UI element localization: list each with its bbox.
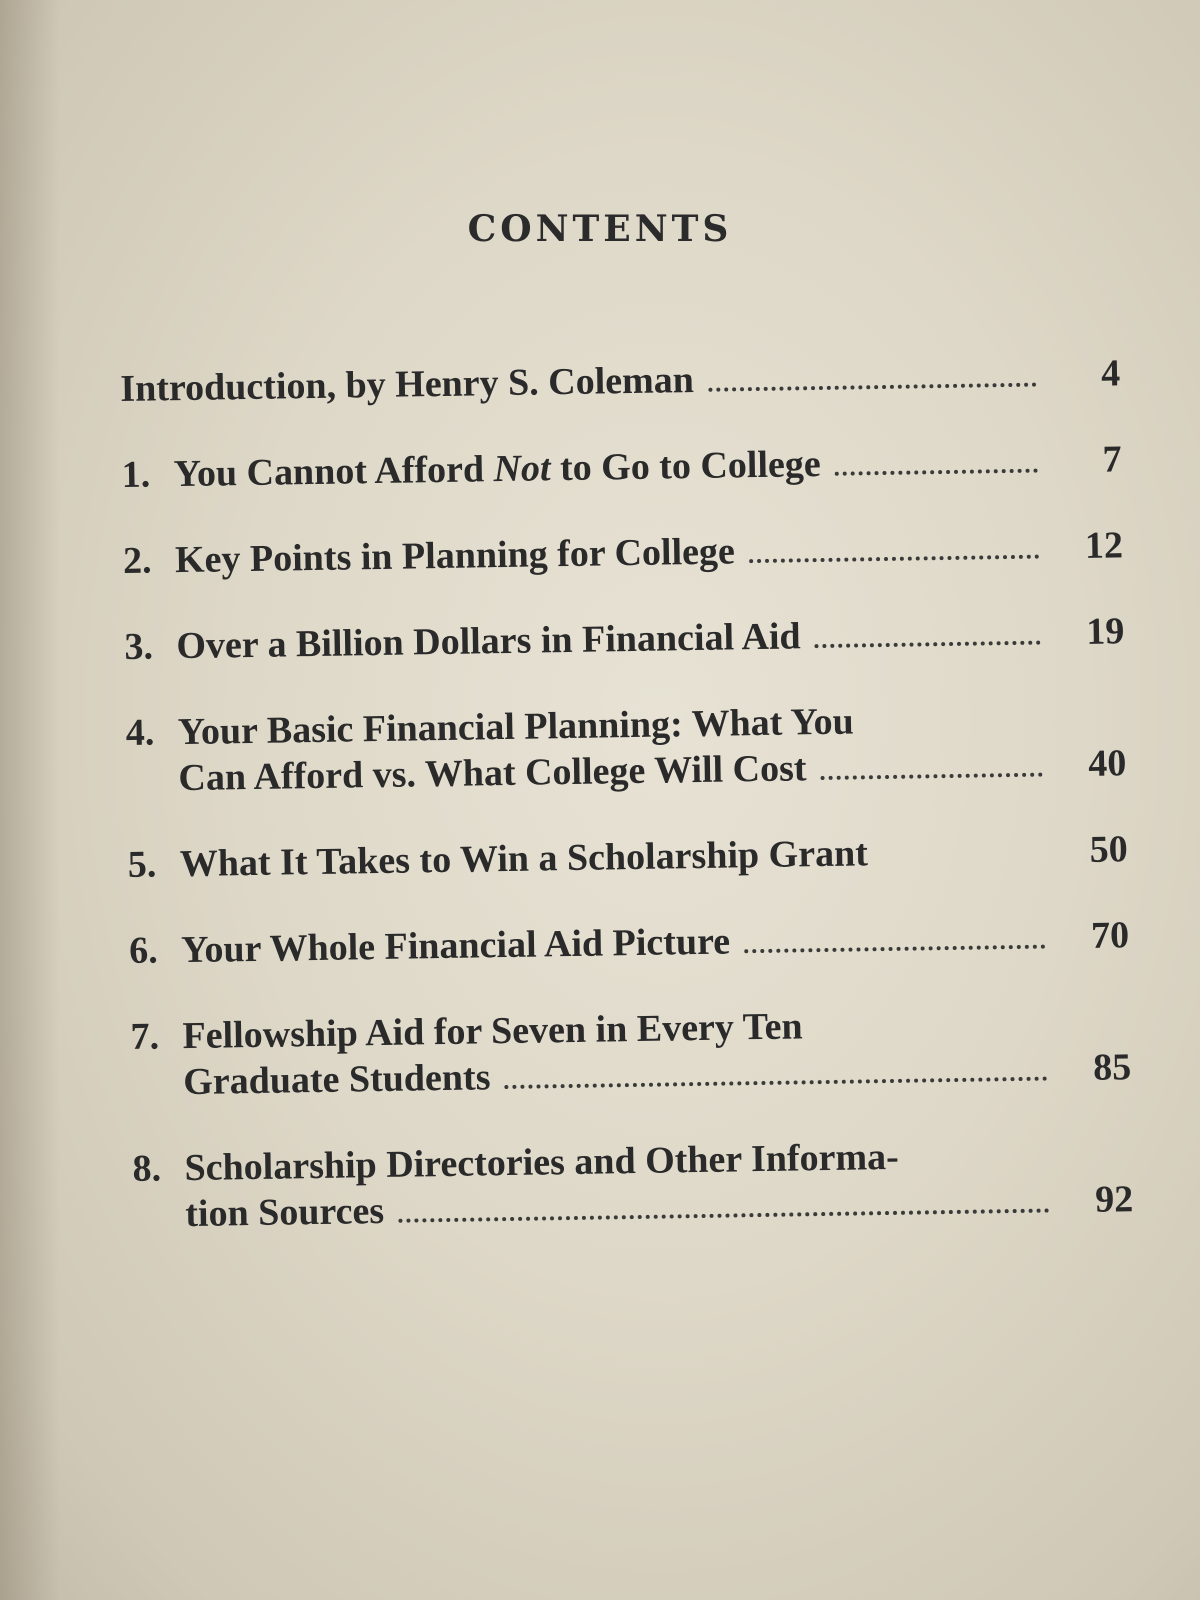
toc-entry-chapter-7	[130, 998, 1131, 1106]
toc-entry-number: 1.	[121, 453, 151, 496]
toc-entry-page: 92	[1094, 1178, 1134, 1221]
toc-entry-page: 50	[1089, 828, 1129, 871]
toc-entry-title: Introduction, by Henry S. Coleman	[120, 358, 695, 410]
toc-entry-number: 5.	[127, 843, 157, 886]
toc-entry-title: What It Takes to Win a Scholarship Grant	[179, 832, 869, 886]
toc-entry-title: Over a Billion Dollars in Financial Aid	[176, 615, 801, 668]
dot-leader	[835, 469, 1038, 476]
toc-entry-title: You Cannot Afford Not to Go to College	[173, 443, 822, 496]
toc-entry-title-line-1: Your Basic Financial Planning: What You	[177, 700, 855, 754]
toc-entry-title: Your Whole Financial Aid Picture	[180, 920, 731, 972]
toc-entry-chapter-8	[132, 1130, 1133, 1238]
toc-entry-chapter-6	[129, 912, 1130, 974]
toc-entry-page: 40	[1088, 742, 1127, 785]
toc-entry-chapter-4	[125, 694, 1126, 802]
contents-heading: CONTENTS	[467, 208, 733, 250]
toc-entry-number: 3.	[124, 625, 154, 668]
toc-entry-chapter-1	[121, 436, 1122, 498]
toc-entry-introduction	[120, 350, 1121, 412]
toc-entry-number: 4.	[125, 711, 155, 754]
toc-entry-number: 8.	[132, 1147, 162, 1190]
toc-entry-title-line-2: Can Afford vs. What College Will Cost	[178, 747, 807, 800]
toc-entry-chapter-5	[127, 826, 1128, 888]
toc-entry-page: 4	[1100, 352, 1121, 395]
dot-leader	[505, 1077, 1048, 1090]
toc-entry-chapter-2	[123, 522, 1124, 584]
table-of-contents	[120, 350, 1134, 1278]
dot-leader	[708, 383, 1036, 392]
toc-entry-chapter-3	[124, 608, 1125, 670]
toc-entry-title-line-1: Scholarship Directories and Other Informa-	[184, 1135, 900, 1190]
toc-entry-number: 6.	[128, 929, 159, 972]
dot-leader	[821, 773, 1043, 780]
toc-entry-page: 85	[1092, 1046, 1132, 1089]
toc-entry-page: 70	[1090, 914, 1130, 957]
toc-entry-title-line-1: Fellowship Aid for Seven in Every Ten	[182, 1005, 803, 1058]
toc-entry-title: Key Points in Planning for College	[174, 530, 736, 582]
toc-entry-page: 19	[1085, 610, 1125, 653]
dot-leader	[815, 641, 1041, 649]
toc-entry-title-line-2: Graduate Students	[182, 1056, 491, 1104]
toc-entry-page: 7	[1102, 438, 1122, 481]
dot-leader	[749, 555, 1039, 564]
toc-entry-number: 7.	[130, 1015, 160, 1058]
toc-entry-number: 2.	[122, 539, 152, 582]
dot-leader	[398, 1209, 1049, 1223]
dot-leader	[744, 945, 1045, 954]
toc-entry-title-line-2: tion Sources	[184, 1189, 385, 1236]
toc-entry-page: 12	[1084, 524, 1124, 567]
